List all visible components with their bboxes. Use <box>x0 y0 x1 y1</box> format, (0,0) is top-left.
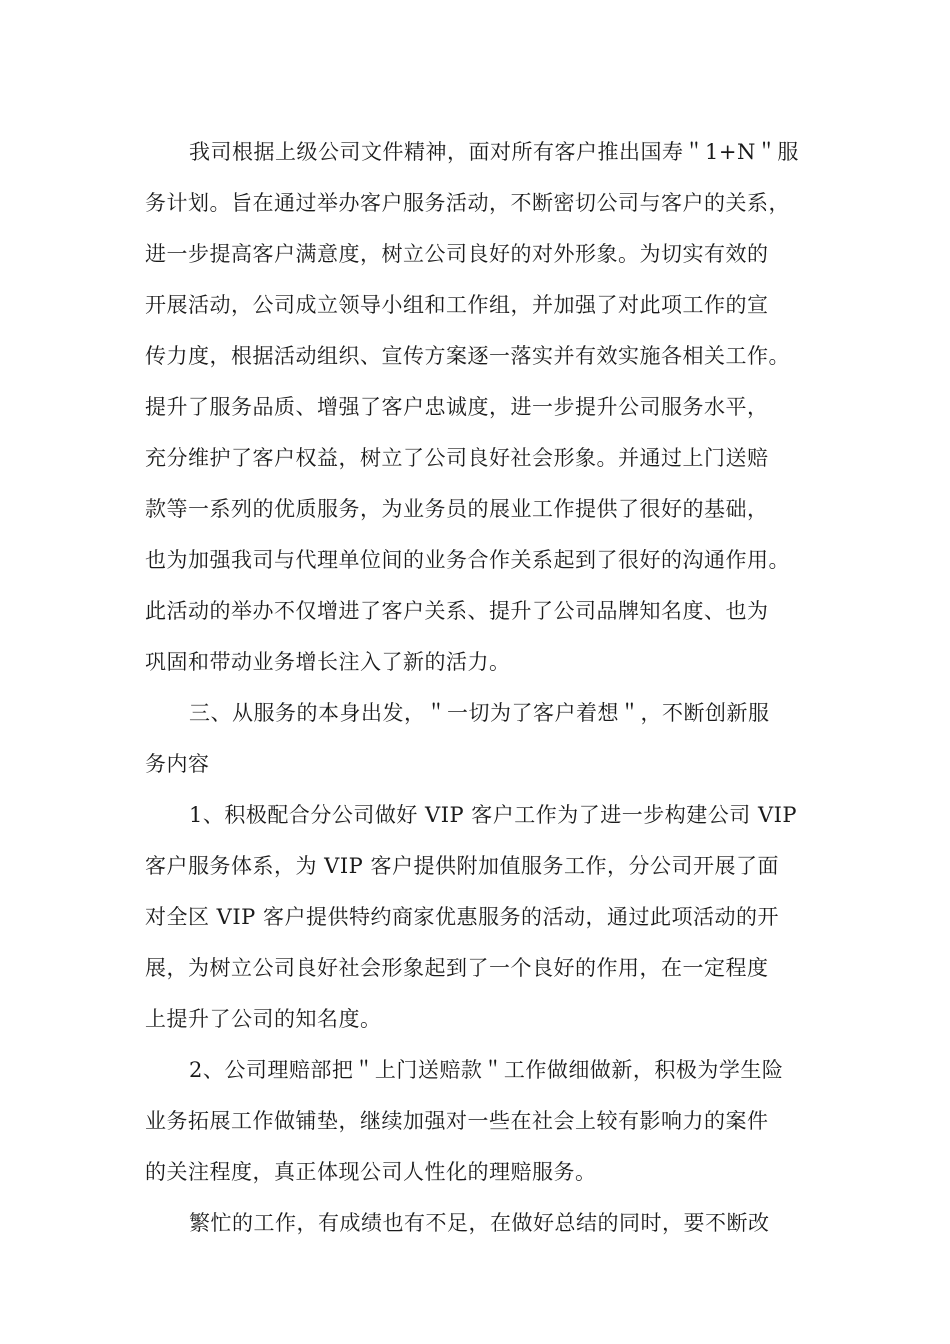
section-heading-three <box>145 688 810 790</box>
text-line: 开展活动，公司成立领导小组和工作组，并加强了对此项工作的宣 <box>145 293 769 317</box>
text-line: 务内容 <box>145 752 210 776</box>
text-line: 充分维护了客户权益，树立了公司良好社会形象。并通过上门送赔 <box>145 446 769 470</box>
text-line: 款等一系列的优质服务，为业务员的展业工作提供了很好的基础， <box>145 497 769 521</box>
text-line: 此活动的举办不仅增进了客户关系、提升了公司品牌知名度、也为 <box>145 599 769 623</box>
text-line: 我司根据上级公司文件精神，面对所有客户推出国寿＂1+N＂服 <box>189 140 799 164</box>
text-line: 繁忙的工作，有成绩也有不足，在做好总结的同时，要不断改 <box>189 1211 770 1235</box>
paragraph-item-2-claims <box>145 1045 810 1198</box>
text-line: 客户服务体系，为 VIP 客户提供附加值服务工作，分公司开展了面 <box>145 854 779 878</box>
text-line: 2、公司理赔部把＂上门送赔款＂工作做细做新，积极为学生险 <box>189 1058 784 1082</box>
text-line: 也为加强我司与代理单位间的业务合作关系起到了很好的沟通作用。 <box>145 548 790 572</box>
text-line: 进一步提高客户满意度，树立公司良好的对外形象。为切实有效的 <box>145 242 769 266</box>
text-line: 三、从服务的本身出发，＂一切为了客户着想＂，不断创新服 <box>189 701 770 725</box>
paragraph-service-plan <box>145 127 810 688</box>
text-line: 对全区 VIP 客户提供特约商家优惠服务的活动，通过此项活动的开 <box>145 905 779 929</box>
text-line: 提升了服务品质、增强了客户忠诚度，进一步提升公司服务水平， <box>145 395 769 419</box>
text-line: 务计划。旨在通过举办客户服务活动，不断密切公司与客户的关系， <box>145 191 790 215</box>
text-line: 的关注程度，真正体现公司人性化的理赔服务。 <box>145 1160 597 1184</box>
text-line: 业务拓展工作做铺垫，继续加强对一些在社会上较有影响力的案件 <box>145 1109 769 1133</box>
paragraph-conclusion <box>145 1198 810 1249</box>
paragraph-item-1-vip <box>145 790 810 1045</box>
text-line: 传力度，根据活动组织、宣传方案逐一落实并有效实施各相关工作。 <box>145 344 790 368</box>
text-line: 1、积极配合分公司做好 VIP 客户工作为了进一步构建公司 VIP <box>189 803 798 827</box>
text-line: 上提升了公司的知名度。 <box>145 1007 382 1031</box>
text-line: 巩固和带动业务增长注入了新的活力。 <box>145 650 511 674</box>
document-body <box>145 127 810 1249</box>
text-line: 展，为树立公司良好社会形象起到了一个良好的作用，在一定程度 <box>145 956 769 980</box>
